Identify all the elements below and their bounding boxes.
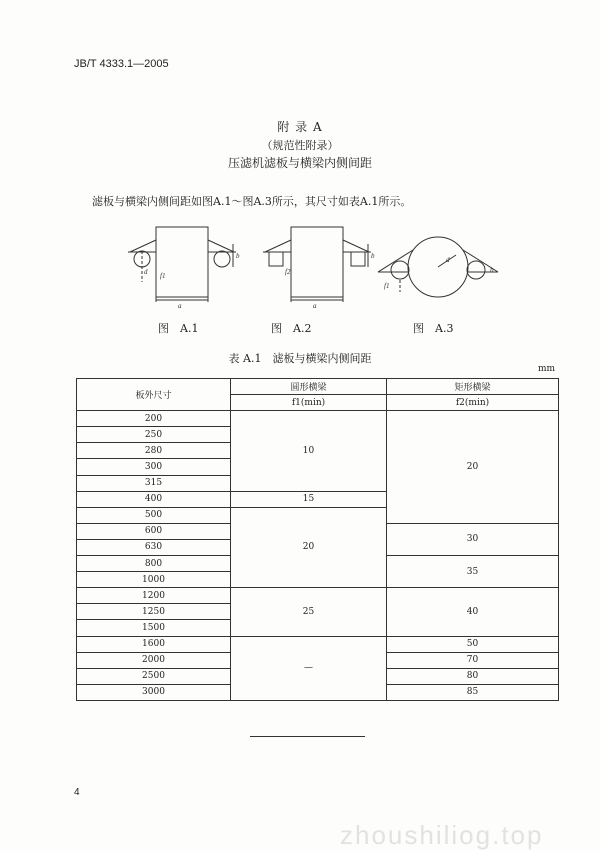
page-number: 4 (74, 787, 80, 798)
watermark: zhoushiliog.top (340, 820, 544, 850)
figure-a2-drawing (263, 227, 371, 302)
size-cell: 400 (77, 491, 231, 507)
f2-cell: 30 (387, 523, 559, 555)
size-cell: 315 (77, 475, 231, 491)
spacing-table (76, 378, 559, 701)
size-cell: 2500 (77, 668, 231, 684)
f2-cell: 50 (387, 636, 559, 652)
size-cell: 1600 (77, 636, 231, 652)
f1-cell: 15 (231, 491, 387, 507)
f2-cell: 85 (387, 684, 559, 700)
fig-a1-label-f: f1 (160, 272, 166, 280)
intro-paragraph: 滤板与横梁内侧间距如图A.1～图A.3所示，其尺寸如表A.1所示。 (92, 195, 412, 208)
header-rect-beam: 矩形横梁 (387, 379, 559, 395)
fig-a2-label-f: f2 (285, 268, 291, 276)
size-cell: 1500 (77, 620, 231, 636)
f1-cell: 25 (231, 588, 387, 636)
size-cell: 200 (77, 411, 231, 427)
f2-cell: 80 (387, 668, 559, 684)
size-cell: 500 (77, 507, 231, 523)
table-unit: mm (538, 364, 556, 374)
fig-a3-label-b: b (490, 266, 494, 274)
figure-a2-caption: 图 A.2 (271, 322, 312, 335)
appendix-heading: 压滤机滤板与横梁内侧间距 (227, 156, 372, 170)
size-cell: 800 (77, 556, 231, 572)
size-cell: 2000 (77, 652, 231, 668)
fig-a2-label-b: b (371, 252, 375, 260)
figure-a1-drawing (128, 227, 236, 302)
size-cell: 3000 (77, 684, 231, 700)
table-title: 表 A.1 滤板与横梁内侧间距 (228, 352, 372, 365)
footer-rule (250, 736, 365, 737)
appendix-subtitle: （规范性附录） (261, 139, 339, 152)
size-cell: 300 (77, 459, 231, 475)
fig-a1-label-b: b (236, 252, 240, 260)
f1-cell: — (231, 636, 387, 700)
f2-cell: 40 (387, 588, 559, 636)
size-cell: 630 (77, 539, 231, 555)
fig-a2-label-a: a (313, 302, 317, 310)
f1-cell: 20 (231, 507, 387, 587)
size-cell: 280 (77, 443, 231, 459)
figure-a3-drawing (378, 237, 498, 297)
header-round-beam: 圆形横梁 (231, 379, 387, 395)
figure-a3-caption: 图 A.3 (413, 322, 454, 335)
header-plate-size: 板外尺寸 (77, 379, 231, 411)
appendix-title: 附 录 A (277, 120, 323, 134)
f2-cell: 20 (387, 411, 559, 524)
header-f1: f1(min) (231, 395, 387, 411)
fig-a3-label-f: f1 (384, 282, 390, 290)
header-f2: f2(min) (387, 395, 559, 411)
f2-cell: 70 (387, 652, 559, 668)
size-cell: 1200 (77, 588, 231, 604)
size-cell: 600 (77, 523, 231, 539)
size-cell: 1250 (77, 604, 231, 620)
fig-a3-label-d: d (446, 256, 450, 264)
document-code: JB/T 4333.1—2005 (74, 58, 169, 70)
figure-a1-caption: 图 A.1 (158, 322, 199, 335)
figures-diagram (120, 222, 500, 312)
f1-cell: 10 (231, 411, 387, 491)
f2-cell: 35 (387, 556, 559, 588)
size-cell: 1000 (77, 572, 231, 588)
fig-a1-label-d: d (144, 268, 148, 276)
size-cell: 250 (77, 427, 231, 443)
fig-a1-label-a: a (178, 302, 182, 310)
